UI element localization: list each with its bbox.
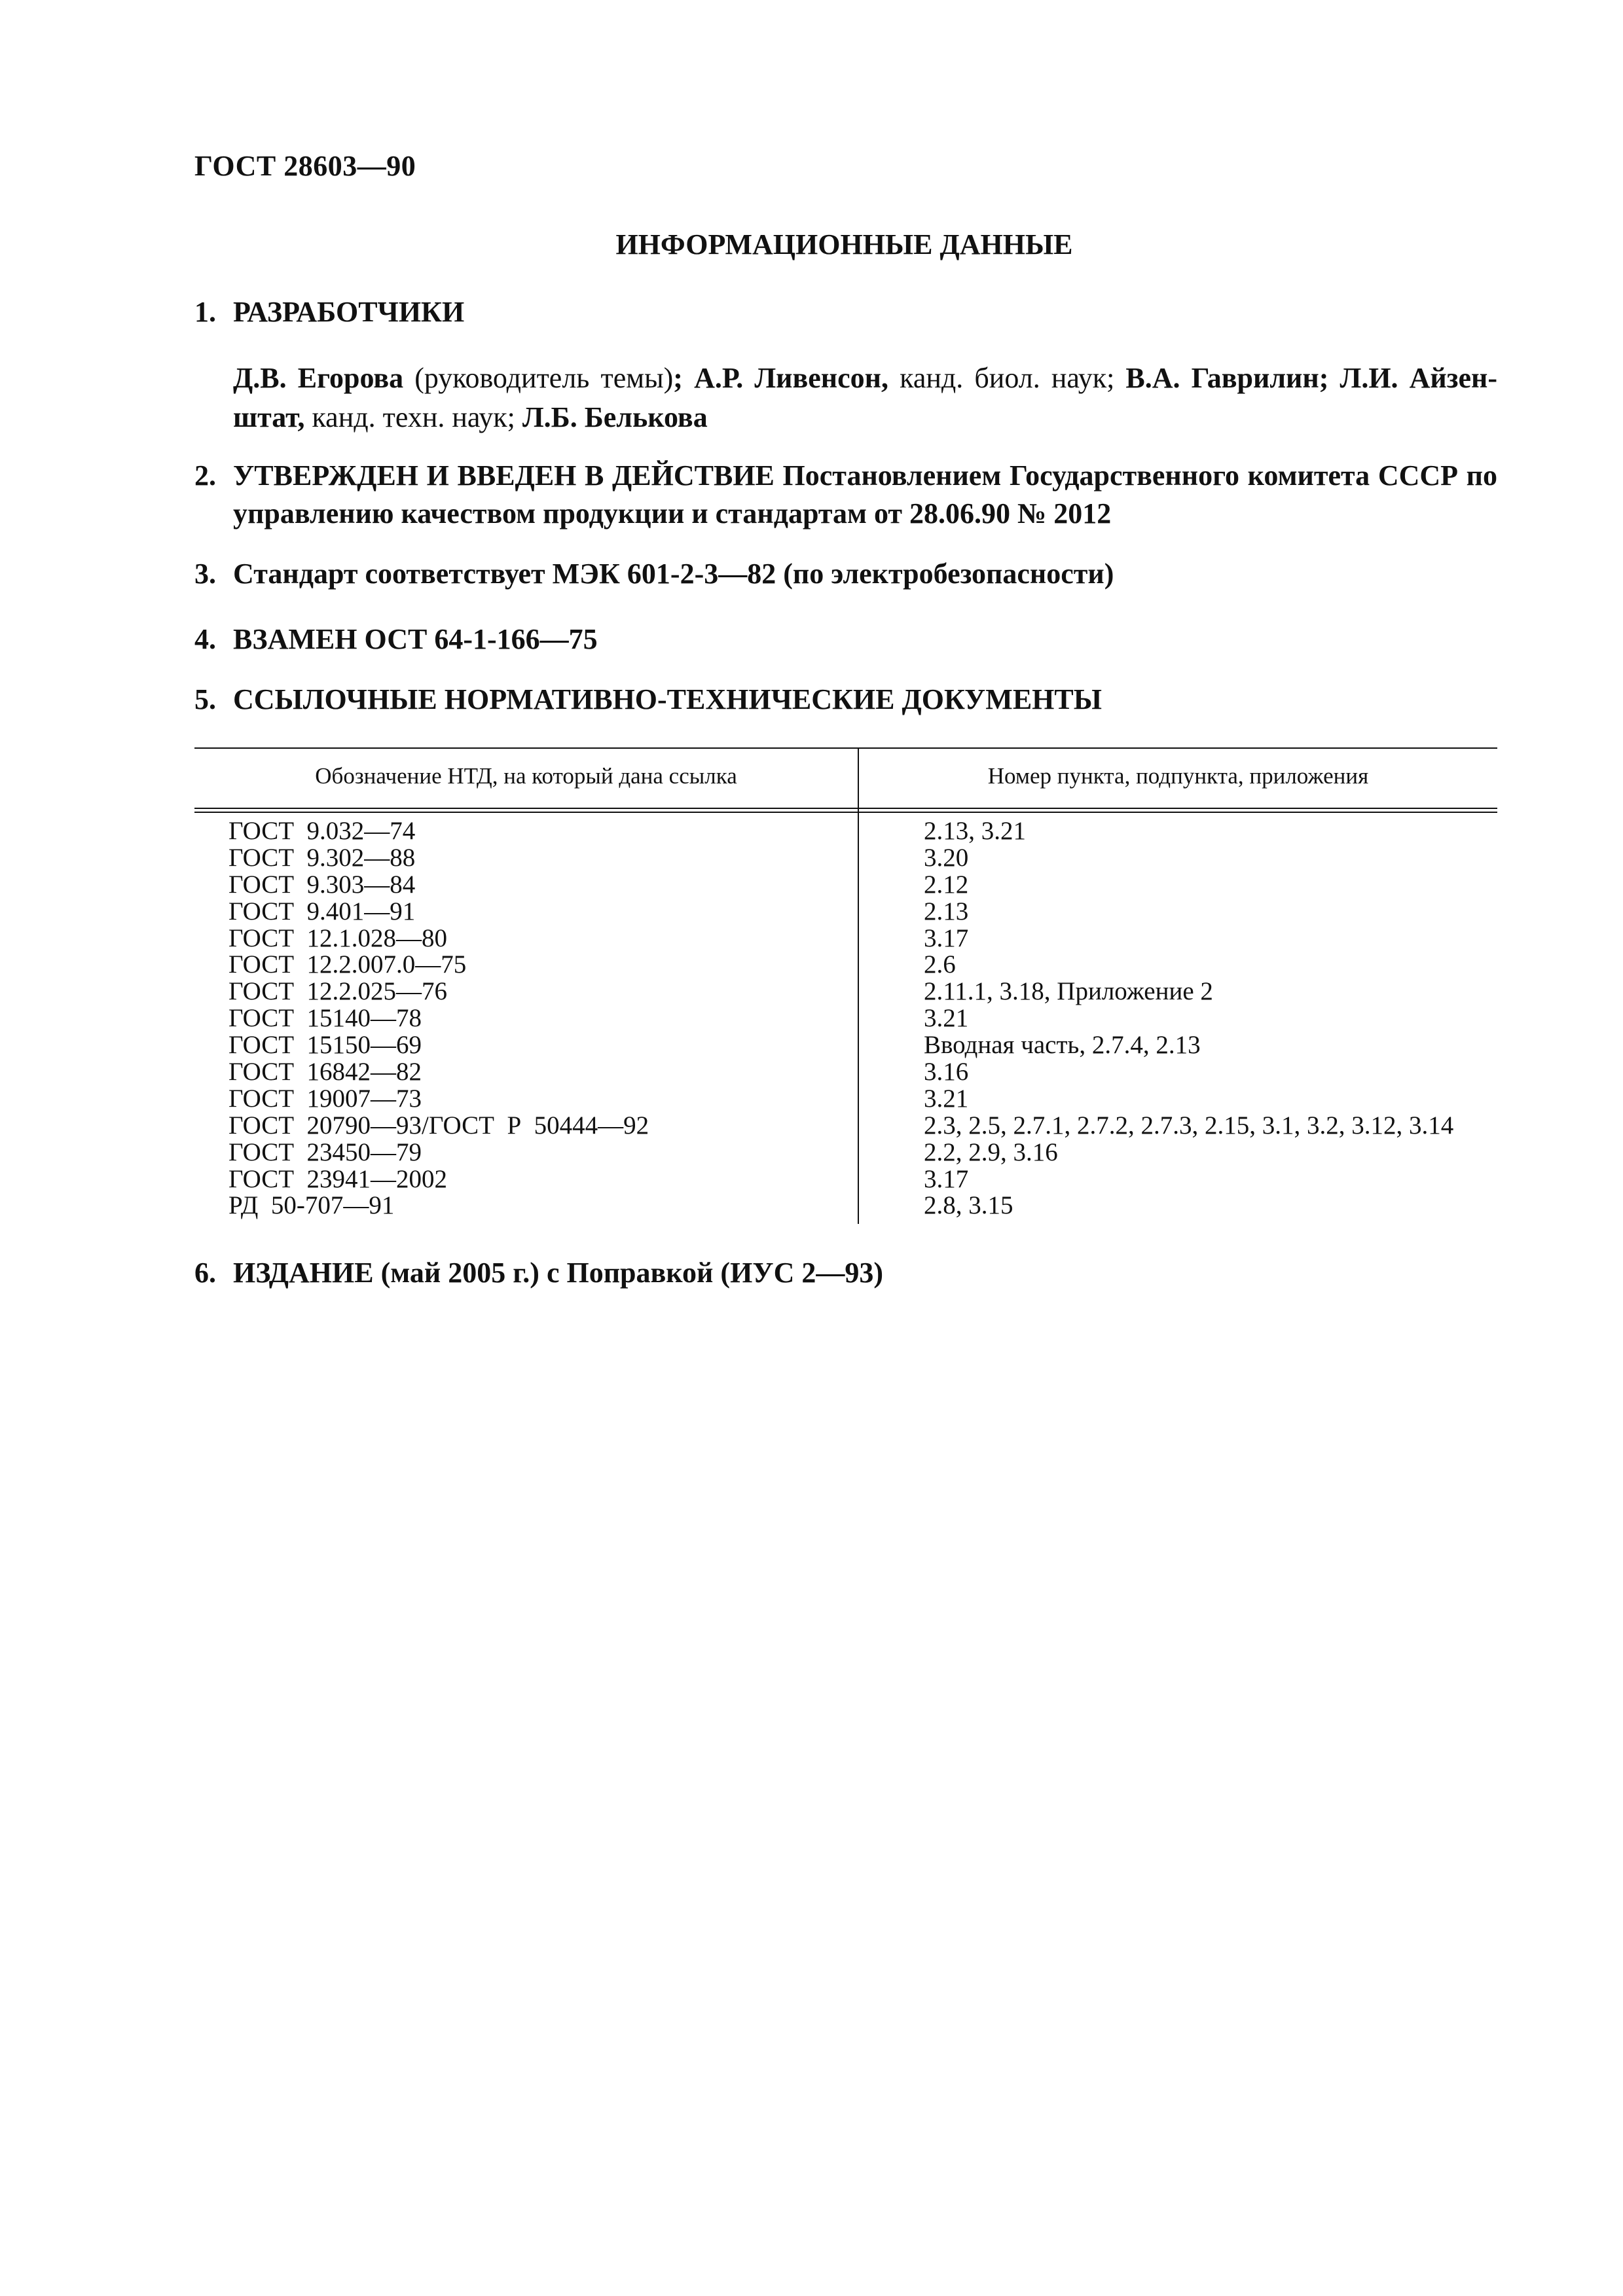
section-heading: РАЗРАБОТЧИКИ <box>233 296 465 328</box>
table-cell-document: ГОСТ 9.302—88 <box>228 843 416 872</box>
conformity-text: Стандарт соответствует МЭК 601-2-3—82 (по электробезопасности) <box>233 558 1114 590</box>
section-heading: УТВЕРЖДЕН И ВВЕДЕН В ДЕЙСТВИЕ <box>233 459 775 492</box>
table-cell-clause: 2.8, 3.15 <box>924 1191 1013 1220</box>
table-column-divider <box>858 747 859 1224</box>
developer-role: (руководитель темы) <box>403 362 674 394</box>
section-number: 3. <box>194 558 216 590</box>
table-cell-clause: 2.12 <box>924 870 969 899</box>
clause-column <box>924 818 1453 1219</box>
table-cell-document: РД 50-707—91 <box>228 1191 395 1220</box>
section-number: 6. <box>194 1257 216 1289</box>
table-cell-document: ГОСТ 23450—79 <box>228 1138 422 1166</box>
section-heading: ССЫЛОЧНЫЕ НОРМАТИВНО-ТЕХНИЧЕСКИЕ ДОКУМЕНТЫ <box>233 683 1102 715</box>
section-developers <box>194 293 1497 331</box>
section-number: 2. <box>194 459 216 492</box>
table-header-rule <box>194 808 1497 809</box>
document-code: ГОСТ 28603—90 <box>194 150 416 182</box>
column-header-clause: Номер пункта, подпункта, приложения <box>987 763 1369 789</box>
table-header-rule <box>194 812 1497 813</box>
table-cell-document: ГОСТ 9.032—74 <box>228 817 416 845</box>
section-number: 5. <box>194 683 216 715</box>
section-number: 4. <box>194 623 216 655</box>
approval-text: Постановлением Государственного комитета СССР по управлению качеством продукции и стандартам от 28.06.90 № 2012 <box>233 459 1498 529</box>
developer-name: Д.В. Егорова <box>233 362 404 394</box>
table-cell-clause: 2.13, 3.21 <box>924 817 1026 845</box>
section-body <box>233 457 1497 533</box>
section-number: 1. <box>194 296 216 328</box>
developer-role: канд. биол. наук; <box>888 362 1126 394</box>
developers-list <box>233 359 1497 437</box>
table-cell-document: ГОСТ 12.1.028—80 <box>228 924 448 952</box>
edition-text: ИЗДАНИЕ (май 2005 г.) с Поправкой (ИУС 2—93) <box>233 1257 884 1289</box>
section-conformity <box>194 555 1497 593</box>
table-cell-clause: 3.17 <box>924 1164 969 1193</box>
document-column <box>228 818 649 1219</box>
table-cell-document: ГОСТ 15140—78 <box>228 1004 422 1033</box>
section-edition <box>194 1254 1497 1292</box>
table-cell-document: ГОСТ 12.2.025—76 <box>228 977 448 1006</box>
table-cell-clause: 3.17 <box>924 924 969 952</box>
developer-role: канд. техн. наук; <box>304 401 522 433</box>
column-header-document: Обозначение НТД, на который дана ссылка <box>315 763 737 789</box>
table-cell-document: ГОСТ 15150—69 <box>228 1031 422 1060</box>
table-cell-clause: 2.3, 2.5, 2.7.1, 2.7.2, 2.7.3, 2.15, 3.1, 3.2, 3.12, 3.14 <box>924 1111 1454 1139</box>
table-cell-clause: Вводная часть, 2.7.4, 2.13 <box>924 1031 1201 1060</box>
table-cell-document: ГОСТ 23941—2002 <box>228 1164 448 1193</box>
section-references <box>194 681 1497 719</box>
table-cell-clause: 3.16 <box>924 1058 969 1086</box>
table-cell-document: ГОСТ 16842—82 <box>228 1058 422 1086</box>
table-cell-document: ГОСТ 9.303—84 <box>228 870 416 899</box>
table-cell-document: ГОСТ 9.401—91 <box>228 897 416 925</box>
section-replaces <box>194 620 1497 658</box>
developer-name: Л.Б. Белькова <box>522 401 708 433</box>
table-cell-clause: 2.11.1, 3.18, Приложение 2 <box>924 977 1213 1006</box>
table-cell-clause: 3.21 <box>924 1004 969 1033</box>
section-approval <box>194 457 1497 533</box>
table-cell-clause: 3.20 <box>924 843 969 872</box>
references-table <box>194 747 1497 1224</box>
table-cell-clause: 2.6 <box>924 950 956 979</box>
table-cell-document: ГОСТ 12.2.007.0—75 <box>228 950 467 979</box>
document-title: ИНФОРМАЦИОННЫЕ ДАННЫЕ <box>615 228 1073 260</box>
table-cell-clause: 2.2, 2.9, 3.16 <box>924 1138 1058 1166</box>
developer-name: А.Р. Ливенсон, <box>694 362 889 394</box>
table-cell-clause: 3.21 <box>924 1084 969 1113</box>
table-top-rule <box>194 747 1497 749</box>
developer-name: В.А. Гаврилин; Л.И. Айзен-штат, <box>233 362 1497 433</box>
separator: ; <box>673 362 695 394</box>
table-cell-document: ГОСТ 20790—93/ГОСТ Р 50444—92 <box>228 1111 649 1139</box>
table-cell-document: ГОСТ 19007—73 <box>228 1084 422 1113</box>
table-cell-clause: 2.13 <box>924 897 969 925</box>
replaces-text: ВЗАМЕН ОСТ 64-1-166—75 <box>233 623 598 655</box>
